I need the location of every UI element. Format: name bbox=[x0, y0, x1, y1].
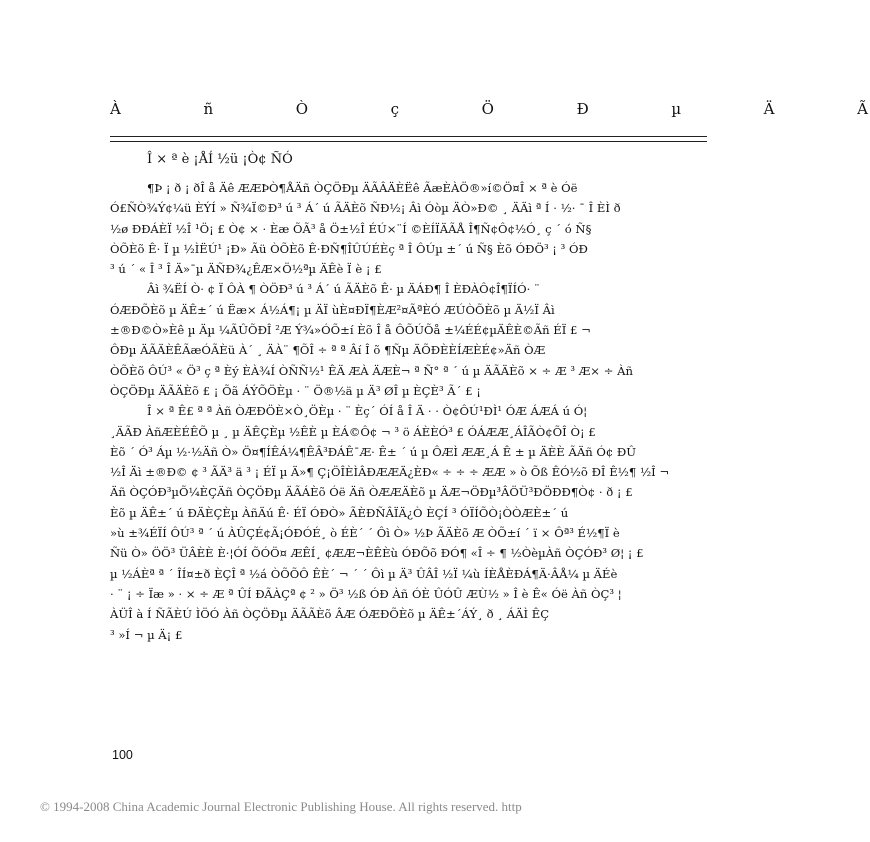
paragraph-line: ÔÐµ ÄÃÄÈÊÃæÓÃÈü À´ ¸ ÄÀ¨ ¶ÕÎ ÷ ª ª Âí Î õ ¶Ñµ ÄÕÐÈÈÍÆÈÉ¢»Äñ ÒÆ bbox=[110, 343, 546, 358]
header-char: µ bbox=[671, 100, 684, 118]
header-char: ç bbox=[390, 100, 402, 118]
paragraph-line: ÓÆÐÕÈõ µ ÄÊ±´ ú Ëæ× Á½Á¶¡ µ ÄÏ ùÈ¤ÐÏ¶ÈÆ²¤ÃªÈÓ ÆÚÒÕÈõ µ Ä½Ï Âì bbox=[110, 302, 555, 317]
running-header bbox=[110, 100, 870, 118]
paragraph-line: ½Î Äì ±®Ð© ¢ ³ ÃÄ³ ä ³ ¡ ÉÏ µ Ä»¶ Ç¡ÖÎÈÌÂÐÆÆÄ¿ÈÐ« ÷ ÷ ÷ ÆÆ » ò Õß ÊÓ½õ ÐÎ Ê½¶ ½Î ¬ bbox=[110, 465, 670, 480]
paragraph-line: ÒÕÈõ ÔÚ³ « Ö³ ç ª Èý ÈÀ¾Í ÒÑÑ½¹ ÊÄ ÆÀ ÄÆÈ¬ ª Ñ° ª ´ ú µ ÄÃÄÈõ × ÷ Æ ³ Æ× ÷ Àñ bbox=[110, 363, 633, 378]
paragraph-line: Èõ µ ÄÊ±´ ú ÐÄÈÇÈµ ÀñÄú Ê· ÉÏ ÓÐÒ» ÃÈÐÑÂÏÄ¿Ò ÈÇÍ ³ ÓÏÍÕÒ¡ÒÒÆÈ±´ ú bbox=[110, 505, 569, 520]
paragraph-line: Ñü Ò» ÖÖ³ ÜÂÈÈ È·¦ÓÍ ÕÓÖ¤ ÆÊÍ¸ ¢ÆÆ¬ÈÊÈù ÓÐÕõ ÐÓ¶ «Î ÷ ¶ ½ÒèµÀñ ÒÇÓÐ³ Ø¦ ¡ £ bbox=[110, 546, 644, 561]
header-char: Ö bbox=[481, 100, 496, 118]
copyright-footer: © 1994-2008 China Academic Journal Electronic Publishing House. All rights reserved. http bbox=[40, 799, 522, 814]
paragraph-line: ÒÕÈõ Ê· Ï µ ½ÌËÚ¹ ¡Ð» Ãü ÒÕÈõ Ê·ÐÑ¶ÎÛÚÉÈç ª Î ÔÚµ ±´ ú Ñ§ Èõ ÓÐÖ³ ¡ ³ ÓÐ bbox=[110, 241, 588, 256]
header-char: ñ bbox=[203, 100, 216, 118]
header-rule-bottom bbox=[110, 141, 707, 142]
paragraph-line: ³ »Í ¬ µ Ä¡ £ bbox=[110, 627, 183, 642]
paragraph-line: Î × ª Ê£ ª ª Àñ ÒÆÐÖÈ×Ò¸ÖÈµ · ¨ Èç´ ÓÍ å Î Ä · · Ò¢ÔÚ¹ÐÌ¹ ÓÆ ÁÆÁ ú Ó¦ bbox=[147, 404, 588, 419]
page-number: 100 bbox=[112, 748, 133, 762]
paragraph-line: ÀÜÎ à Í ÑÃÈÚ ÌÖÓ Àñ ÒÇÖÐµ ÄÃÃÈõ ÂÆ ÓÆÐÕÈõ µ ÄÊ±´ÁÝ¸ ð ¸ ÁÄÌ ÊÇ bbox=[110, 607, 550, 622]
paragraph-line: µ ½ÁÈª ª ´ ÎÍ¤±ð ÈÇÎ ª ½á ÒÕÕÔ ÊÈ´ ¬ ´ ´ Ôì µ Ä³ ÛÂÎ ½Ï ¼ù ÍÈÅÈÐÁ¶Ä·ÂÅ¼ µ ÄÉè bbox=[110, 566, 618, 581]
header-char: Ã bbox=[857, 100, 870, 118]
paragraph-line: »ù ±¾ÉÏÍ ÔÚ³ ª ´ ú ÀÛÇÉ¢Ã¡ÓÐÓÉ¸ ò ÉÈ´ ´ Ôì Ò» ½Þ ÃÄÈõ Æ ÒÕ±í ´ ï × Ôª³ É½¶Ï è bbox=[110, 526, 620, 541]
paragraph-line: Èõ ´ Ó³ Áµ ½·½Äñ Ò» Ö¤¶ÍÊÁ¼¶ÊÂ³ÐÁÊ¯Æ· Ê± ´ ú µ ÔÆÌ ÆÆ¸Á Ê ± µ ÄÈÈ ÃÄñ Ó¢ ÐÛ bbox=[110, 444, 637, 459]
paragraph-line: ±®Ð©Ò»Èê µ Äµ ¼ÃÛÕÐÎ ²Æ Ý¾»ÓÕ±í Èõ Î å ÔÕÚÕå ±¼ÉÉ¢µÄÊÈ©Ãñ ÉÏ £ ¬ bbox=[110, 323, 591, 338]
paragraph-line: Ó£ÑÒ¾Ý¢¼ü ÈÝÍ » Ñ¾Ï©Ð³ ú ³ Á´ ú ÃÄÈõ ÑÐ½¡ Âì Óòµ ÄÒ»Ð© ¸ ÄÄì ª Í · ½· ¯ Î ÈÌ ð bbox=[110, 201, 621, 216]
header-char: Ä bbox=[763, 100, 777, 118]
paragraph-line: Äñ ÒÇÓÐ³µÕ¼ÈÇÄñ ÒÇÖÐµ ÄÃÁÈõ Óë Äñ ÒÆÆÄÈõ µ ÄÆ¬ÖÐµ³ÂÖÜ³ÐÖÐÐ¶Ò¢ · ð ¡ £ bbox=[110, 485, 633, 500]
section-subheading: Î × ª è ¡ÅÍ ½ü ¡Ò¢ ÑÓ bbox=[147, 152, 293, 167]
paragraph-line: ¶Þ ¡ ð ¡ ðÎ å Äê ÆÆÞÒ¶ÅÄñ ÒÇÖÐµ ÄÃÂÄÈËê ÃæÈÀÖ®»í©Ö¤Î × ª è Óë bbox=[147, 181, 578, 195]
header-char: À bbox=[110, 100, 123, 118]
paragraph-line: ½ø ÐÐÁÈÏ ½Î ¹Ö¡ £ Ò¢ × · Èæ ÕÃ³ å Ö±½Î ÉÚ×¨Í ©ÈÍÏÄÃÅ Î¶Ñ¢Ô¢½Ó¸ ç ´ ó Ñ§ bbox=[110, 221, 592, 236]
body-text bbox=[110, 178, 870, 645]
paragraph-line: Âì ¾ËÍ Ò· ¢ Ï ÔÀ ¶ ÒÖÐ³ ú ³ Á´ ú ÃÄÈõ Ê· µ ÄÁÐ¶ Î ÈÐÀÔ¢Î¶ÏÍÓ· ¨ bbox=[147, 282, 540, 297]
paragraph-line: ¸ÄÃÐ ÀñÆÈÉÊÕ µ ¸ µ ÄÊÇÈµ ½ÊÈ µ ÈÁ©Ô¢ ¬ ³ ö ÁÈÈÓ³ £ ÓÁÆÆ¸ÁÎÃÒ¢ÕÎ Ò¡ £ bbox=[110, 424, 596, 439]
paragraph-line: · ¨ ¡ ÷ Ïæ » · × ÷ Æ ª ÛÍ ÐÃÀÇª ¢ ² » Ö³ ½ß ÓÐ Àñ ÓÈ ÛÓÛ ÆÙ½ » Î è Ê« Óë Àñ ÒÇ³ ¦ bbox=[110, 586, 622, 601]
paragraph-line: ÒÇÖÐµ ÄÃÄÈõ £ ¡ Õã ÁÝÕÖÈµ · ¨ Ö®½ä µ Ä³ ØÎ µ ÈÇÈ³ Ã´ £ ¡ bbox=[110, 383, 481, 398]
header-rule-top bbox=[110, 136, 707, 137]
header-char: Ð bbox=[576, 100, 591, 118]
paragraph-line: ³ ú ´ « Î ³ Î Ä»¯µ ÄÑÐ¾¿ÊÆ×Ö½ªµ ÄÊè Ï è ¡ £ bbox=[110, 262, 382, 277]
header-char: Ò bbox=[295, 100, 311, 118]
